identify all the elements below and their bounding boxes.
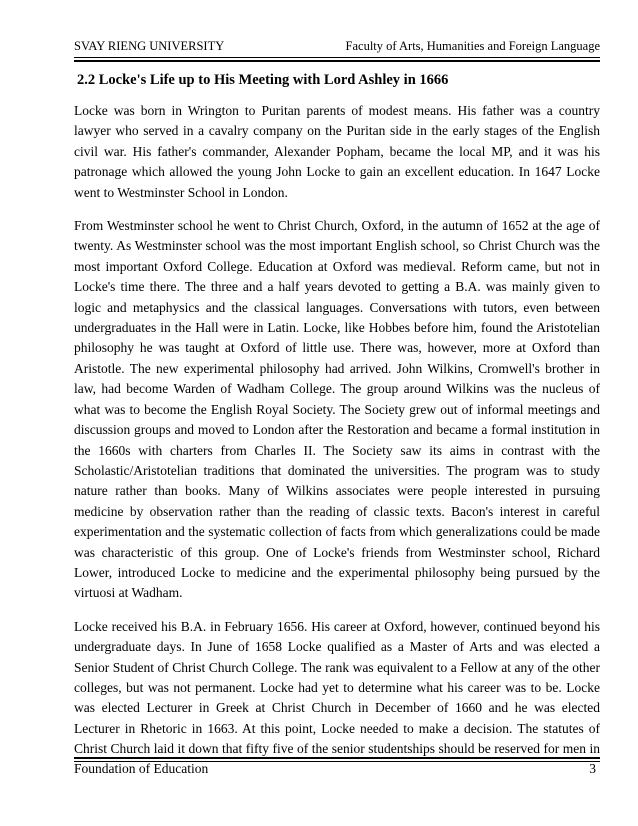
paragraph-2: From Westminster school he went to Christ Church, Oxford, in the autumn of 1652 at the age of twenty. As Westminster school was the most important English school, so Christ Church was the most important Oxford College. Education at Oxford was medieval. Reform came, but not in Locke's time there. The three and a half years devoted to getting a B.A. was mainly given to logic and metaphysics and the classical languages. Conversations with tutors, even between undergraduates in the Hall were in Latin. Locke, like Hobbes before him, found the Aristotelian philosophy he was taught at Oxford of little use. There was, however, more at Oxford than Aristotle. The new experimental philosophy had arrived. John Wilkins, Cromwell's brother in law, had become Warden of Wadham College. The group around Wilkins was the nucleus of what was to become the English Royal Society. The Society grew out of informal meetings and discussion groups and moved to London after the Restoration and became a formal institution in the 1660s with charters from Charles II. The Society saw its aims in contrast with the Scholastic/Aristotelian traditions that dominated the universities. The program was to study nature rather than books. Many of Wilkins associates were people interested in pursuing medicine by observation rather than the reading of classic texts. Bacon's interest in careful experimentation and the systematic collection of facts from which generalizations could be made was characteristic of this group. One of Locke's friends from Westminster school, Richard Lower, introduced Locke to medicine and the experimental philosophy being pursued by the virtuosi at Wadham. [74, 218, 600, 601]
paragraph-1: Locke was born in Wrington to Puritan parents of modest means. His father was a country lawyer who served in a cavalry company on the Puritan side in the early stages of the English civil war. His father's commander, Alexander Popham, became the local MP, and it was his patronage which allowed the young John Locke to gain an excellent education. In 1647 Locke went to Westminster School in London. [74, 103, 600, 200]
page-content [74, 70, 600, 758]
footer-divider-thick [74, 757, 600, 759]
header-university: SVAY RIENG UNIVERSITY [74, 39, 225, 53]
page-number: 3 [589, 761, 596, 776]
section-heading: 2.2 Locke's Life up to His Meeting with Lord Ashley in 1666 [77, 72, 449, 88]
footer-course-title: Foundation of Education [74, 761, 209, 776]
page-footer [74, 760, 600, 778]
header-faculty: Faculty of Arts, Humanities and Foreign Language [345, 39, 600, 53]
paragraph-3: Locke received his B.A. in February 1656. His career at Oxford, however, continued beyond his undergraduate days. In June of 1658 Locke qualified as a Master of Arts and was elected a Senior Student of Christ Church College. The rank was equivalent to a Fellow at any of the other colleges, but was not permanent. Locke had yet to determine what his career was to be. Locke was elected Lecturer in Greek at Christ Church in December of 1660 and he was elected Lecturer in Rhetoric in 1663. At this point, Locke needed to make a decision. The statutes of Christ Church laid it down that fifty five of the senior studentships should be reserved for men in [74, 618, 600, 757]
